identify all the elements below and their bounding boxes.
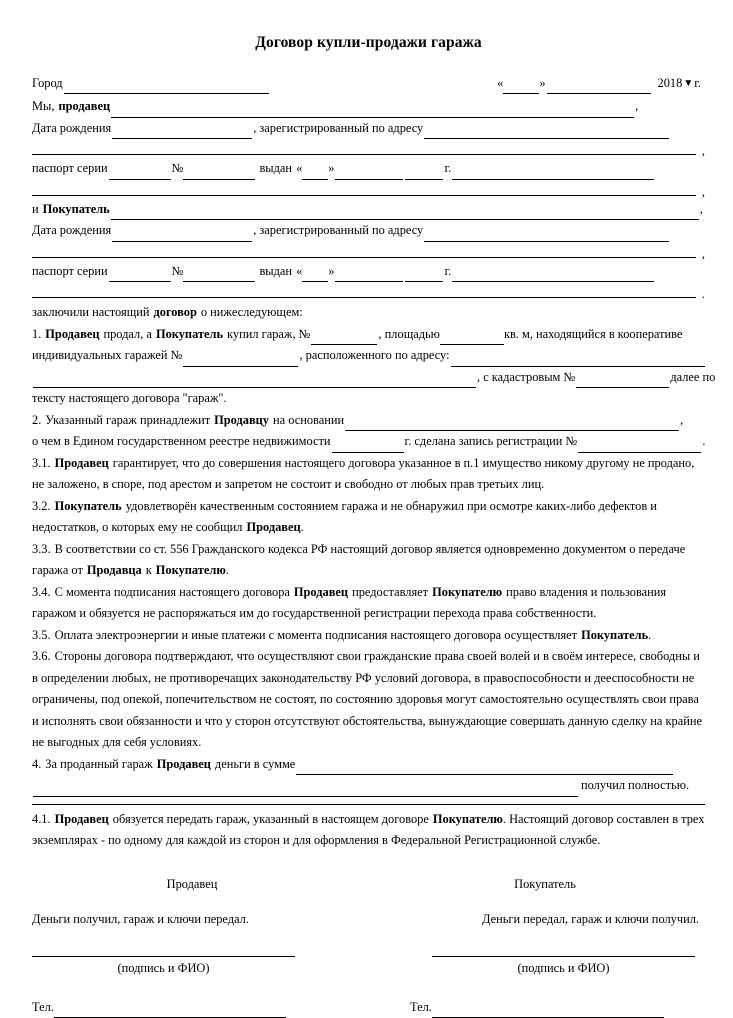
clause-3-3-num: 3.3. — [32, 541, 51, 556]
agreement-prefix: заключили настоящий — [32, 305, 150, 320]
buyer-intro-prefix: и — [32, 201, 39, 216]
seller-phone-row — [32, 997, 352, 1018]
seller-issuer-blank[interactable] — [452, 166, 654, 180]
buyer-issued-year-blank[interactable] — [405, 268, 443, 282]
clause-3-3-text-c: . — [225, 563, 229, 578]
clause-4-1-buyer-bold: Покупателю — [432, 811, 503, 826]
cadastral-number-blank[interactable] — [576, 374, 669, 388]
ownership-basis-blank[interactable] — [345, 417, 679, 431]
clause-2-seller-bold: Продавцу — [214, 412, 269, 427]
clause-1-line-1 — [32, 324, 705, 346]
seller-issued-year-blank[interactable] — [405, 166, 443, 180]
clause-3-4-text-c: право владения и пользования гаражом и обязуется не распоряжаться им до государственной регистрации перехода права собственности. — [32, 584, 667, 621]
chevron-down-icon[interactable]: ▼ — [683, 77, 694, 89]
seller-name-row — [32, 96, 705, 118]
seller-passport-series-blank[interactable] — [109, 166, 171, 180]
seller-phone-blank[interactable] — [54, 1004, 286, 1018]
clause-4-1-num: 4.1. — [32, 811, 51, 826]
seller-address-blank[interactable] — [424, 125, 669, 139]
clause-2-t4: г. сделана запись регистрации № — [404, 434, 578, 449]
buyer-issuer-continuation-tail: . — [701, 287, 705, 302]
seller-phone-label: Тел. — [32, 999, 54, 1014]
seller-issued-quote-close: » — [328, 161, 335, 176]
buyer-signature-column — [369, 874, 705, 1018]
buyer-signature-heading: Покупатель — [514, 876, 576, 891]
clause-1-t5: индивидуальных гаражей № — [32, 348, 183, 363]
clause-4-line-2 — [32, 775, 705, 797]
clause-3-5-num: 3.5. — [32, 627, 51, 642]
clause-4-line-1 — [32, 754, 705, 776]
section-divider — [32, 804, 705, 805]
buyer-issued-quote-close: » — [328, 263, 335, 278]
clause-3-3-text-b: к — [145, 563, 152, 578]
clause-2-line-2 — [32, 431, 705, 453]
clause-4-text-a: За проданный гараж — [45, 756, 153, 771]
buyer-signature-caption: (подпись и ФИО) — [517, 960, 610, 975]
registration-record-blank[interactable] — [578, 439, 701, 453]
clause-1-t1: продал, а — [103, 326, 152, 341]
buyer-issued-day-blank[interactable] — [302, 268, 328, 282]
buyer-name-blank[interactable] — [111, 206, 699, 220]
buyer-passport-no-sign: № — [171, 263, 184, 278]
clause-4-tail: получил полностью. — [581, 778, 690, 793]
agreement-suffix: о нижеследующем: — [200, 305, 303, 320]
clause-1-line-3 — [32, 367, 716, 389]
clause-3-5-text-b: . — [648, 627, 652, 642]
clause-4-1-text-b: . Настоящий договор составлен в трех экземплярах - по одному для каждой из сторон и для оформления в Федеральной Регистрационной службе. — [32, 811, 705, 848]
seller-issued-quote-open: « — [296, 161, 303, 176]
buyer-birth-label: Дата рождения — [32, 223, 112, 238]
seller-issued-day-blank[interactable] — [302, 166, 328, 180]
seller-registered-label: , зарегистрированный по адресу — [253, 120, 424, 135]
clause-1-t7: , с кадастровым № — [477, 369, 576, 384]
city-field-group — [32, 73, 270, 95]
seller-signature-statement: Деньги получил, гараж и ключи передал. — [32, 911, 249, 926]
buyer-issued-year-suffix: г. — [444, 263, 452, 278]
clause-1-t9: тексту настоящего договора "гараж". — [32, 391, 227, 406]
clause-1-line-4 — [32, 388, 705, 410]
seller-issued-month-blank[interactable] — [335, 166, 403, 180]
clause-1-seller-bold: Продавец — [45, 326, 100, 341]
buyer-name-row — [32, 196, 705, 221]
clause-3-4 — [32, 582, 705, 625]
buyer-address-continuation-tail: , — [701, 246, 705, 261]
year-suffix: г. — [694, 75, 701, 90]
clause-3-2 — [32, 496, 705, 539]
clause-3-3-buyer-bold: Покупателю — [155, 563, 226, 578]
year-value: 2018 — [657, 75, 683, 90]
seller-birth-blank[interactable] — [112, 125, 252, 139]
buyer-passport-number-blank[interactable] — [183, 268, 255, 282]
seller-issued-label: выдан — [259, 161, 293, 176]
seller-signature-heading: Продавец — [166, 876, 218, 891]
clause-3-3-seller-bold: Продавца — [86, 563, 142, 578]
clause-3-6-num: 3.6. — [32, 649, 51, 664]
seller-signature-column — [32, 874, 352, 1018]
seller-issuer-continuation[interactable] — [32, 180, 705, 199]
seller-signature-caption: (подпись и ФИО) — [117, 960, 210, 975]
clause-4-seller-bold: Продавец — [156, 756, 211, 771]
clause-3-5-text-a: Оплата электроэнергии и иные платежи с момента подписания настоящего договора осуществляет — [54, 627, 578, 642]
clause-2-num: 2. — [32, 412, 42, 427]
clause-1-t2: купил гараж, № — [227, 326, 311, 341]
garage-number-blank[interactable] — [311, 331, 377, 345]
city-label: Город — [32, 75, 63, 90]
buyer-issuer-blank[interactable] — [452, 268, 654, 282]
clause-2-comma: , — [680, 412, 684, 427]
buyer-birth-blank[interactable] — [112, 228, 252, 242]
clause-3-4-text-a: С момента подписания настоящего договора — [54, 584, 290, 599]
price-amount-continuation-blank[interactable] — [33, 783, 578, 797]
clause-3-2-text-b: . — [300, 520, 304, 535]
buyer-name-tail: , — [699, 201, 703, 216]
egrn-date-blank[interactable] — [332, 439, 404, 453]
clause-1-t3: , площадью — [378, 326, 440, 341]
buyer-issuer-continuation[interactable] — [32, 282, 705, 302]
clause-3-3 — [32, 539, 705, 582]
seller-address-continuation[interactable] — [32, 139, 705, 159]
seller-name-tail: , — [635, 99, 639, 114]
clause-3-2-text-a: удовлетворён качественным состоянием гаража и не обнаружил при осмотре каких-либо дефектов и недостатков, о которых ему не сообщил — [32, 498, 657, 535]
clause-3-5 — [32, 625, 705, 647]
clause-3-2-buyer-bold: Покупатель — [54, 498, 122, 513]
clause-4-text-b: деньги в сумме — [214, 756, 296, 771]
seller-passport-number-blank[interactable] — [183, 166, 255, 180]
buyer-birth-address-row — [32, 220, 705, 242]
day-input-blank[interactable] — [503, 80, 539, 94]
buyer-passport-label: паспорт серии — [32, 263, 108, 278]
clause-3-1-num: 3.1. — [32, 455, 51, 470]
buyer-issued-quote-open: « — [296, 263, 303, 278]
seller-intro-bold: продавец — [58, 99, 111, 114]
quote-close: » — [539, 75, 546, 90]
clause-3-1-text: гарантирует, что до совершения настоящего договора указанное в п.1 имущество никому другому не продано, не заложено, в споре, под арестом и запретом не состоит и свободно от любых прав третьих лиц. — [32, 455, 695, 492]
clause-2-line-1 — [32, 410, 705, 432]
buyer-signature-statement: Деньги передал, гараж и ключи получил. — [482, 911, 699, 926]
city-input-blank[interactable] — [64, 80, 269, 94]
date-field-group — [497, 73, 705, 95]
buyer-address-blank[interactable] — [424, 228, 669, 242]
buyer-issued-month-blank[interactable] — [335, 268, 403, 282]
signature-block — [32, 874, 705, 1018]
clause-2-t5: . — [702, 434, 706, 449]
seller-intro-prefix: Мы, — [32, 99, 55, 114]
buyer-registered-label: , зарегистрированный по адресу — [253, 223, 424, 238]
garage-address-continuation-blank[interactable] — [33, 374, 476, 388]
seller-birth-label: Дата рождения — [32, 120, 112, 135]
clause-3-6 — [32, 646, 705, 754]
buyer-phone-label: Тел. — [410, 999, 432, 1014]
clause-3-4-num: 3.4. — [32, 584, 51, 599]
seller-address-continuation-tail: , — [701, 144, 705, 159]
buyer-phone-blank[interactable] — [432, 1004, 664, 1018]
clause-3-3-text-a: В соответствии со ст. 556 Гражданского кодекса РФ настоящий договор является одновременно документом о передаче гаража от — [32, 541, 686, 578]
price-amount-blank[interactable] — [296, 761, 673, 775]
clause-1-t8: далее по — [670, 369, 716, 384]
quote-open: « — [497, 75, 504, 90]
seller-passport-no-sign: № — [171, 161, 184, 176]
header-city-date-row — [32, 71, 705, 95]
clause-2-t3: о чем в Едином государственном реестре недвижимости — [32, 434, 331, 449]
clause-1-num: 1. — [32, 326, 42, 341]
clause-4-num: 4. — [32, 756, 42, 771]
cooperative-number-blank[interactable] — [183, 353, 298, 367]
clause-1-line-2 — [32, 345, 705, 367]
buyer-passport-series-blank[interactable] — [109, 268, 171, 282]
buyer-passport-row — [32, 258, 705, 283]
garage-address-blank[interactable] — [451, 353, 705, 367]
buyer-phone-row — [385, 997, 705, 1018]
month-input-blank[interactable] — [547, 80, 651, 94]
clause-4-1-text-a: обязуется передать гараж, указанный в настоящем договоре — [112, 811, 429, 826]
seller-issued-year-suffix: г. — [444, 161, 452, 176]
clause-3-4-seller-bold: Продавец — [293, 584, 349, 599]
clause-2-t1: Указанный гараж принадлежит — [45, 412, 211, 427]
seller-birth-address-row — [32, 118, 705, 140]
agreement-bold: договор — [153, 305, 197, 320]
clause-1-buyer-bold: Покупатель — [155, 326, 224, 341]
clause-4-1 — [32, 809, 705, 852]
page-title: Договор купли-продажи гаража — [255, 34, 482, 51]
clause-3-1 — [32, 453, 705, 496]
buyer-intro-bold: Покупатель — [42, 201, 110, 216]
clause-4-1-seller-bold: Продавец — [54, 811, 109, 826]
buyer-issued-label: выдан — [259, 263, 293, 278]
buyer-address-continuation[interactable] — [32, 242, 705, 261]
clause-3-4-buyer-bold: Покупателю — [432, 584, 503, 599]
seller-passport-row — [32, 155, 705, 180]
clause-3-5-buyer-bold: Покупатель — [581, 627, 649, 642]
clause-3-4-text-b: предоставляет — [352, 584, 429, 599]
seller-passport-label: паспорт серии — [32, 161, 108, 176]
seller-issuer-continuation-tail: , — [701, 184, 705, 199]
clause-1-t4: кв. м, находящийся в кооперативе — [503, 326, 683, 341]
clause-3-6-text: Стороны договора подтверждают, что осуществляют свои гражданские права своей волей и в своём интересе, свободны и в определении любых, не противоречащих законодательству РФ условий договора, в правоспособности и дееспособности не ограничены, под опекой, попечительством не состоят, по состоянию здоровья могут самостоятельно осуществлять свои права и исполнять свои обязанности и что у сторон отсутствуют обстоятельства, вынуждающие совершать данную сделку на крайне не выгодных для себя условиях. — [32, 649, 702, 750]
garage-area-blank[interactable] — [440, 331, 504, 345]
clause-3-1-seller-bold: Продавец — [54, 455, 109, 470]
clause-3-2-num: 3.2. — [32, 498, 51, 513]
clause-3-2-seller-bold: Продавец — [246, 520, 301, 535]
clause-1-t6: , расположенного по адресу: — [299, 348, 450, 363]
clause-2-t2: на основании — [273, 412, 345, 427]
seller-name-blank[interactable] — [111, 104, 634, 118]
agreement-statement-row — [32, 302, 705, 324]
